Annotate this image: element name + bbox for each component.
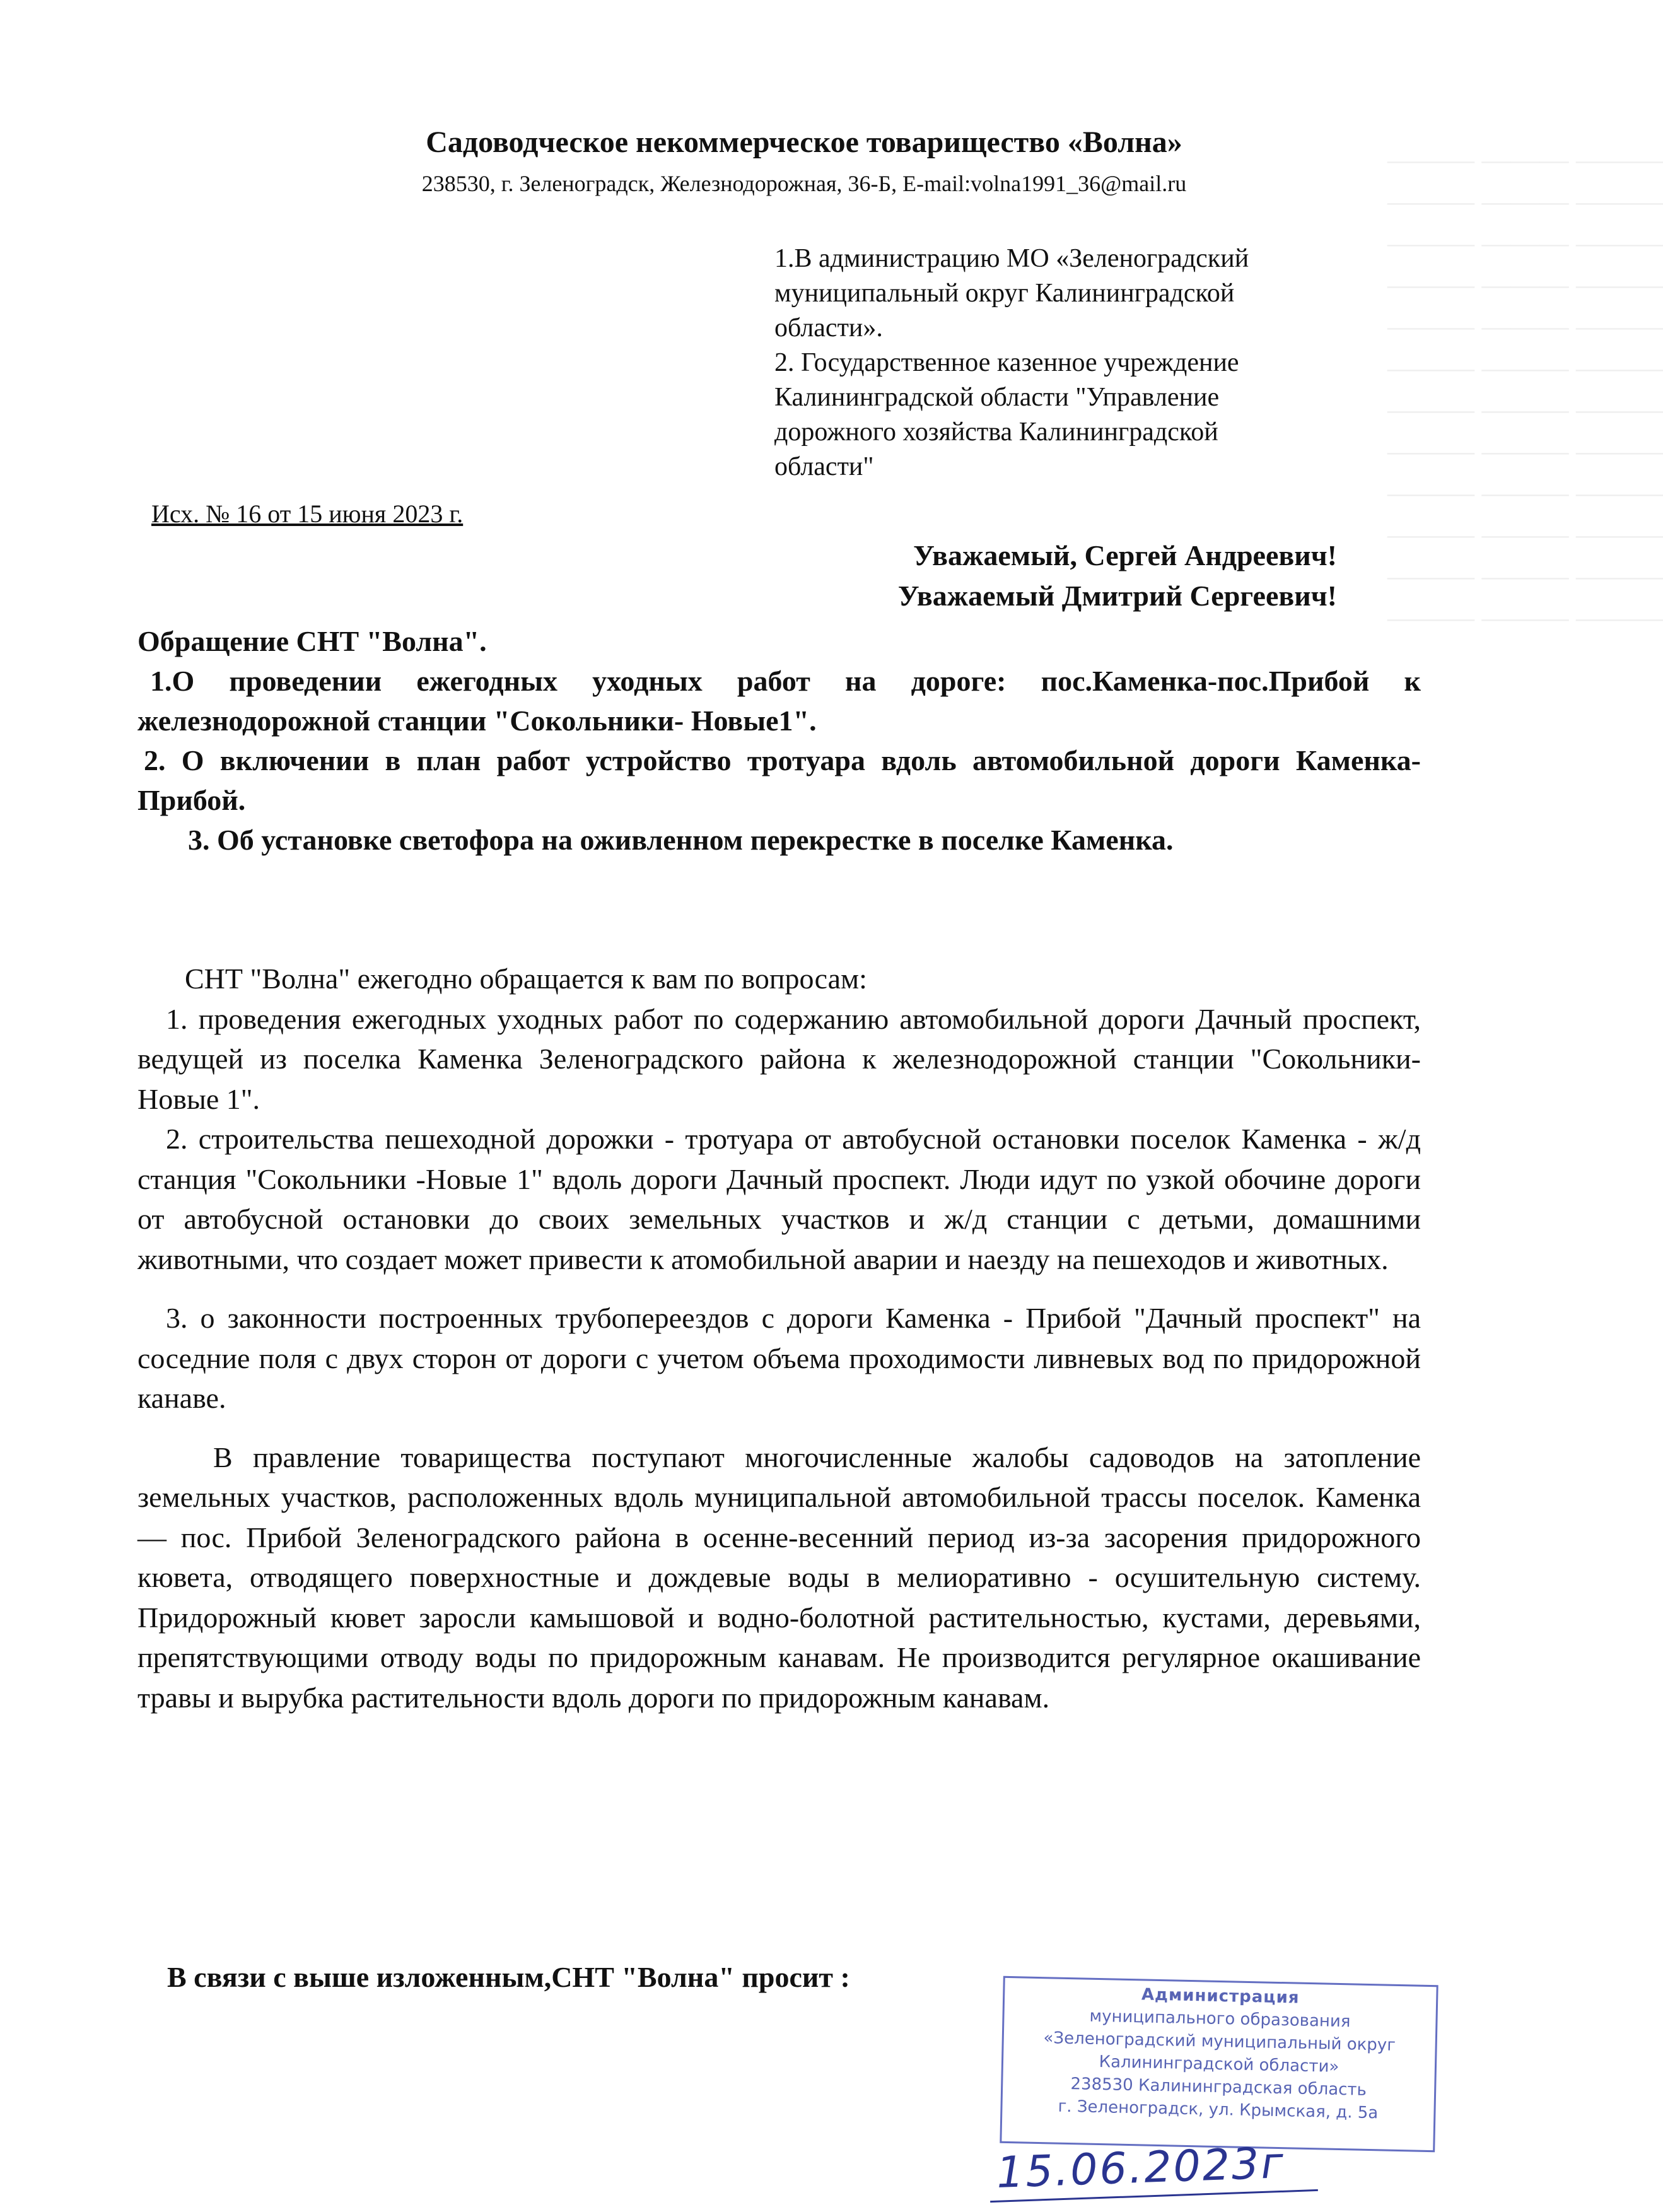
closing-request: В связи с выше изложенным,СНТ "Волна" просит : [167, 1961, 850, 1993]
recipient-line: 1.В администрацию МО «Зеленоградский [774, 244, 1249, 273]
registration-stamp [1000, 1976, 1438, 2152]
organization-name: Садоводческое некоммерческое товарищество «Волна» [426, 126, 1182, 159]
body-intro: СНТ "Волна" ежегодно обращается к вам по вопросам: [185, 963, 867, 995]
subject-block [137, 621, 1421, 860]
stamp-line: Администрация [1141, 1985, 1300, 2008]
body-item-1: 1. проведения ежегодных уходных работ по содержанию автомобильной дороги Дачный проспект, ведущей из поселка Каменка Зеленоградского района к железнодорожной станции "Сокольники- Новые 1". [137, 1002, 1421, 1115]
reverse-side-bleed-through: ——— ——— ——— ——— ——— ——— ——— ——— ——— ——— ——— ——— ——— ——— ——— ——— ——— ——— ——— ——— ——— ——— ——— ——— ——— ——— ——— ——— ——— ——— ——— ——— ——— ——— ——— ——— [1387, 143, 1663, 633]
letter-body [137, 959, 1421, 1718]
salutation-first: Уважаемый, Сергей Андреевич! [913, 539, 1337, 571]
stamp-line: Калининградской области» [1099, 2052, 1339, 2076]
recipient-line: Калининградской области "Управление [774, 383, 1220, 412]
stamp-line: г. Зеленоградск, ул. Крымская, д. 5а [1058, 2097, 1379, 2123]
body-item-2: 2. строительства пешеходной дорожки - тротуара от автобусной остановки поселок Каменка - ж/д станция "Сокольники -Новые 1" вдоль дороги Дачный проспект. Люди идут по узкой обочине дороги от автобусной остановки до своих земельных участков и ж/д станции с детьми, домашними животными, что создает может привести к атомобильной аварии и наезду на пешеходов и животных. [137, 1123, 1421, 1275]
organization-address: 238530, г. Зеленоградск, Железнодорожная, 36-Б, E-mail:volna1991_36@mail.ru [421, 171, 1187, 196]
subject-title: Обращение СНТ "Волна". [137, 625, 487, 657]
recipient-line: 2. Государственное казенное учреждение [774, 348, 1239, 377]
salutation-second: Уважаемый Дмитрий Сергеевич! [897, 580, 1337, 612]
stamp-line: муниципального образования [1089, 2006, 1351, 2032]
body-item-3: 3. о законности построенных трубопереездов с дороги Каменка - Прибой "Дачный проспект" на соседние поля с двух сторон от дороги с учетом объема проходимости ливневых вод по придорожной канаве. [137, 1302, 1421, 1414]
subject-item-1: 1.О проведении ежегодных уходных работ на дороге: пос.Каменка-пос.Прибой к железнодорожной станции "Сокольники- Новые1". [137, 665, 1421, 737]
handwritten-receipt-date: 15.06.2023г [995, 2138, 1287, 2198]
body-main-paragraph: В правление товарищества поступают многочисленные жалобы садоводов на затопление земельных участков, расположенных вдоль муниципальной автомобильной трассы поселок. Каменка — пос. Прибой Зеленоградского района в осенне-весенний период из-за засорения придорожного кювета, отводящего поверхностные и дождевые воды в мелиоративно - осушительную систему. Придорожный кювет заросли камышовой и водно-болотной растительностью, кустами, деревьями, препятствующими отводу воды по придорожным канавам. Не производится регулярное окашивание травы и вырубка растительности вдоль дороги по придорожным канавам. [137, 1441, 1421, 1714]
recipient-line: области" [774, 452, 874, 481]
recipient-line: муниципальный округ Калининградской [774, 279, 1235, 308]
subject-item-2: 2. О включении в план работ устройство тротуара вдоль автомобильной дороги Каменка- Прибой. [137, 744, 1421, 816]
stamp-line: 238530 Калининградская область [1070, 2074, 1367, 2100]
stamp-line: «Зеленоградский муниципальный округ [1043, 2028, 1396, 2055]
recipient-line: дорожного хозяйства Калининградской [774, 418, 1218, 447]
subject-item-3: 3. Об установке светофора на оживленном перекрестке в поселке Каменка. [188, 824, 1174, 856]
recipients-block [774, 242, 1405, 484]
outgoing-reference: Исх. № 16 от 15 июня 2023 г. [151, 500, 464, 528]
recipient-line: области». [774, 313, 883, 342]
